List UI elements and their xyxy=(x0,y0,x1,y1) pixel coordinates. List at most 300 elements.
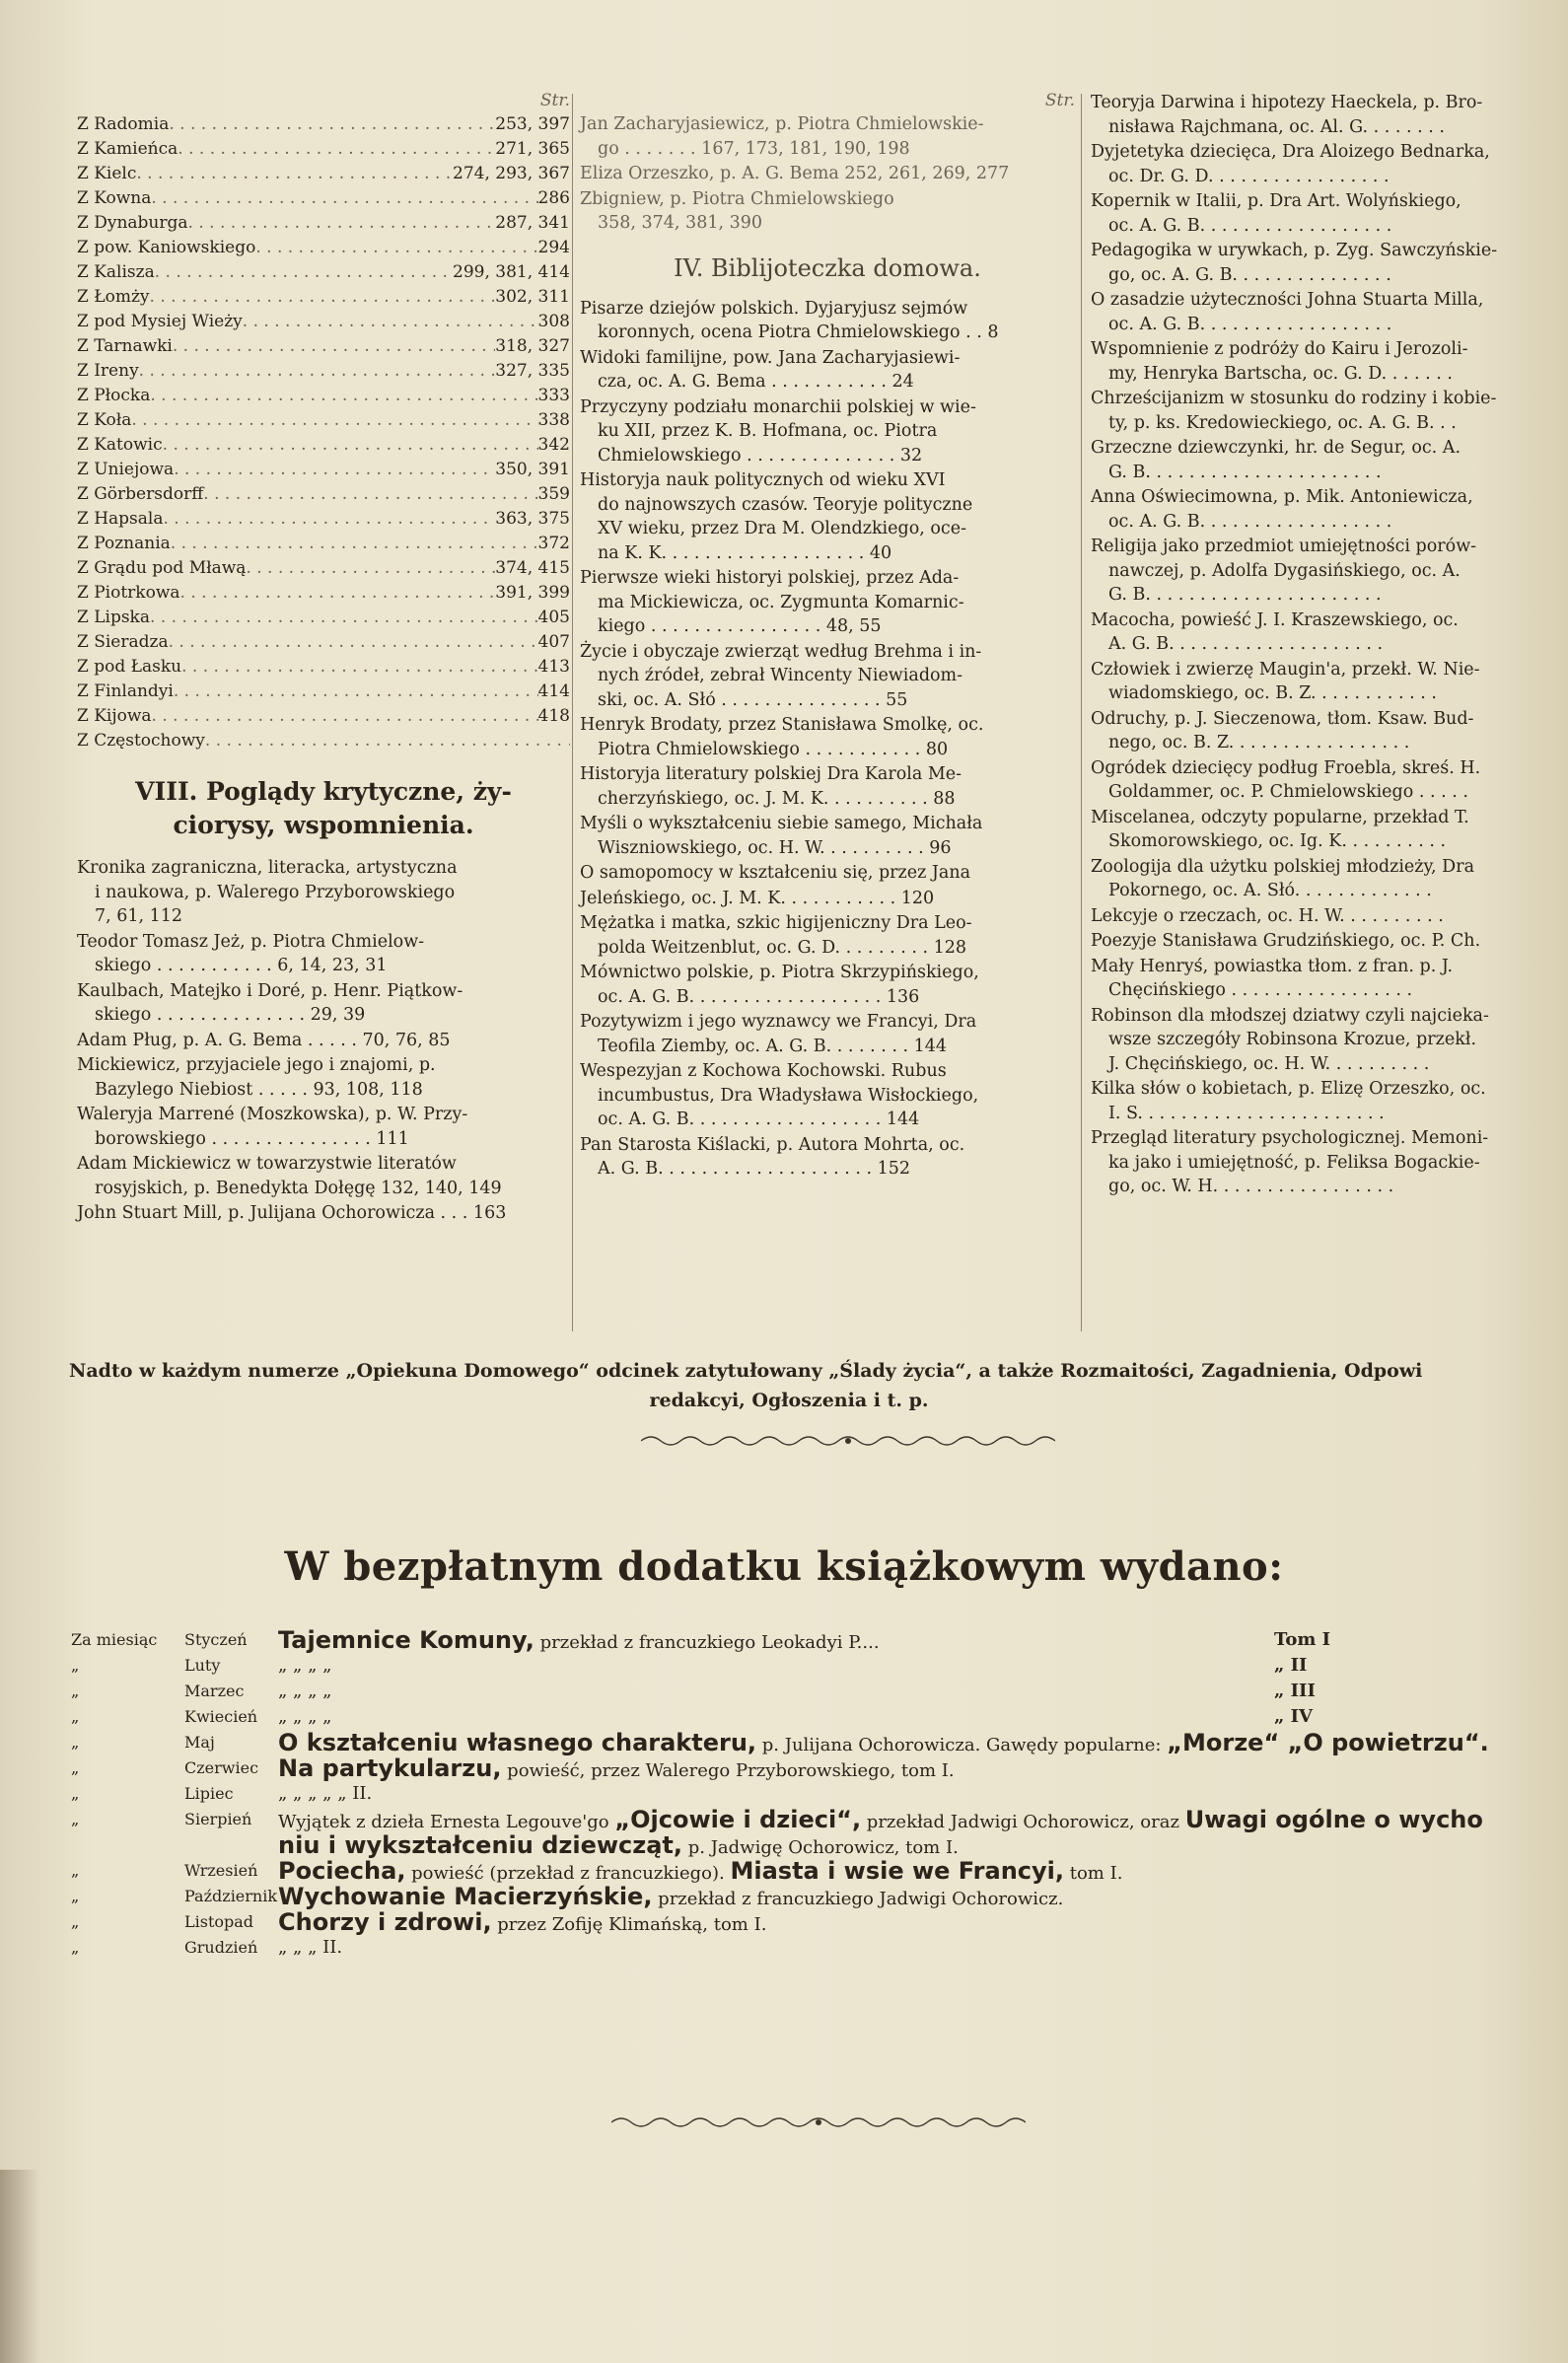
entry-line: Pan Starosta Kiślacki, p. Autora Mohrta, oc. xyxy=(580,1134,965,1155)
gift-month: Wrzesień xyxy=(184,1861,258,1880)
entry-line: Pedagogika w urywkach, p. Zyg. Sawczyńskie- xyxy=(1091,241,1498,260)
gift-title-part: przekład z francuzkiego Leokadyi P.... xyxy=(534,1632,880,1653)
entry-pages: 308 xyxy=(537,312,570,331)
toc-entry xyxy=(1091,855,1568,903)
toc-entry xyxy=(1091,91,1568,139)
gift-title-part: „ „ „ „ xyxy=(278,1655,332,1676)
entry-title: Z Poznania xyxy=(77,534,171,553)
entry-line: Wespezyjan z Kochowa Kochowski. Rubus xyxy=(580,1061,947,1081)
toc-entry xyxy=(1091,756,1568,805)
dot-leader xyxy=(139,359,496,384)
dot-leader xyxy=(243,310,538,334)
toc-entry xyxy=(77,1029,570,1053)
column-rule xyxy=(572,94,573,1331)
entry-line: A. G. B. . . . . . . . . . . . . . . . . . . . 152 xyxy=(598,1159,911,1179)
toc-entry xyxy=(1091,806,1568,854)
entry-pages: 413 xyxy=(537,657,570,677)
entry-line: G. B. . . . . . . . . . . . . . . . . . . . . . xyxy=(1108,585,1382,605)
footer-note: Nadto w każdym numerze „Opiekuna Domowego“ odcinek zatytułowany „Ślady życia“, a także Rozmaitości, Zagadnienia, Odpowi redakcyi, Ogłoszenia i t. p. xyxy=(69,1360,1423,1411)
entry-line: 7, 61, 112 xyxy=(95,906,183,926)
gift-row xyxy=(71,1884,1568,1909)
entry-line: wiadomskiego, oc. B. Z. . . . . . . . . . . . xyxy=(1108,683,1437,703)
entry-title: Z pod Mysiej Wieży xyxy=(77,312,243,331)
toc-entry xyxy=(580,187,1075,236)
entry-line: go . . . . . . . 167, 173, 181, 190, 198 xyxy=(598,138,910,159)
column-middle xyxy=(580,91,1075,1182)
toc-entry xyxy=(77,930,570,978)
gift-month-prefix: „ xyxy=(71,1656,80,1675)
entry-line: rosyjskich, p. Benedykta Dołęgę 132, 140, 149 xyxy=(95,1178,502,1198)
toc-entry xyxy=(77,408,570,433)
gift-month-prefix: „ xyxy=(71,1938,80,1957)
entry-line: Chęcińskiego . . . . . . . . . . . . . . . . . xyxy=(1108,980,1413,1000)
dot-leader xyxy=(150,384,537,408)
dot-leader xyxy=(169,630,538,655)
page-number-header: Str. xyxy=(1044,91,1075,110)
column-left xyxy=(77,91,570,1227)
toc-entry xyxy=(580,1133,1075,1182)
gift-title xyxy=(278,1755,955,1784)
entry-line: na K. K. . . . . . . . . . . . . . . . . . . 40 xyxy=(598,542,892,563)
gift-row xyxy=(71,1807,1568,1832)
toc-entry xyxy=(1091,1077,1568,1125)
page-number-header: Str. xyxy=(539,91,570,110)
entry-pages: 414 xyxy=(537,681,570,701)
gift-month: Czerwiec xyxy=(184,1758,259,1777)
entry-pages: 338 xyxy=(537,410,570,430)
entry-pages: 418 xyxy=(537,706,570,726)
gift-title-part: powieść (przekład z francuzkiego). xyxy=(405,1863,731,1884)
gift-month-prefix: „ xyxy=(71,1887,80,1905)
entry-line: Dyjetetyka dziecięca, Dra Aloizego Bednarka, xyxy=(1091,142,1490,162)
toc-entry xyxy=(580,112,1075,161)
gift-month: Maj xyxy=(184,1733,215,1752)
gift-title-part: Pociecha, xyxy=(278,1857,406,1885)
toc-entry xyxy=(580,861,1075,886)
entry-line: G. B. . . . . . . . . . . . . . . . . . . . . . xyxy=(1108,462,1382,482)
gift-title xyxy=(278,1935,342,1961)
toc-entry xyxy=(77,236,570,260)
entry-line: oc. A. G. B. . . . . . . . . . . . . . . . . . xyxy=(1108,314,1392,334)
gift-month-prefix: „ xyxy=(71,1861,80,1880)
gift-title-part: przekład Jadwigi Ochorowicz, oraz xyxy=(861,1812,1185,1832)
dot-leader xyxy=(136,162,453,186)
toc-entry xyxy=(1091,535,1568,608)
gift-row xyxy=(71,1627,1568,1653)
toc-entry xyxy=(77,433,570,458)
entry-pages: 253, 397 xyxy=(495,114,570,134)
entry-line: Pisarze dziejów polskich. Dyjaryjusz sejmów xyxy=(580,298,968,319)
toc-entry xyxy=(77,211,570,236)
dot-leader xyxy=(174,458,495,482)
entry-title: Z Görbersdorff xyxy=(77,484,204,504)
entry-line: koronnych, ocena Piotra Chmielowskiego . . 8 xyxy=(598,322,999,342)
entry-line: kiego . . . . . . . . . . . . . . . . 48, 55 xyxy=(598,616,882,636)
entry-line: ty, p. ks. Kredowieckiego, oc. A. G. B. . . xyxy=(1108,412,1457,433)
entry-line: Życie i obyczaje zwierząt według Brehma i in- xyxy=(580,641,982,662)
dot-leader xyxy=(255,236,537,260)
entry-line: my, Henryka Bartscha, oc. G. D. . . . . . . xyxy=(1108,363,1453,384)
continued-list xyxy=(580,112,1075,236)
toc-entry xyxy=(580,395,1075,468)
entry-title: Z Ireny xyxy=(77,361,139,381)
entry-title: Z Koła xyxy=(77,410,132,430)
gift-title-part: O kształceniu własnego charakteru, xyxy=(278,1729,757,1756)
entry-pages: 287, 341 xyxy=(495,213,570,233)
gift-month-prefix: „ xyxy=(71,1707,80,1726)
entry-line: Poezyje Stanisława Grudzińskiego, oc. P. Ch. xyxy=(1091,931,1481,951)
entry-line: Pozytywizm i jego wyznawcy we Francyi, Dra xyxy=(580,1012,977,1032)
entry-pages: 286 xyxy=(537,188,570,208)
toc-entry xyxy=(77,112,570,137)
entry-title: Z Lipska xyxy=(77,608,150,627)
entry-line: Macocha, powieść J. I. Kraszewskiego, oc. xyxy=(1091,609,1459,630)
page-edge-shadow xyxy=(0,2170,39,2363)
entry-title: Z Kielc xyxy=(77,164,137,183)
toc-entry xyxy=(580,468,1075,565)
entry-title: Z Kalisza xyxy=(77,262,155,282)
gift-month-prefix: Za miesiąc xyxy=(71,1630,158,1649)
entry-line: O zasadzie użyteczności Johna Stuarta Milla, xyxy=(1091,290,1484,310)
dot-leader xyxy=(188,211,496,236)
entry-line: Jan Zacharyjasiewicz, p. Piotra Chmielowskie- xyxy=(580,114,984,134)
gift-month: Luty xyxy=(184,1656,221,1675)
toc-entry xyxy=(77,334,570,359)
gift-title-part: „ „ „ „ „ II. xyxy=(278,1783,373,1804)
entry-title: Z Katowic xyxy=(77,435,163,455)
gift-title-part: p. Julijana Ochorowicza. Gawędy popularne: xyxy=(756,1735,1168,1755)
toc-entry xyxy=(77,482,570,507)
entry-title: Z Finlandyi xyxy=(77,681,174,701)
entry-line: XV wieku, przez Dra M. Olendzkiego, oce- xyxy=(598,519,966,538)
gift-row xyxy=(71,1935,1568,1961)
toc-entry xyxy=(77,532,570,556)
entry-pages: 342 xyxy=(537,435,570,455)
toc-entry xyxy=(77,655,570,680)
places-list xyxy=(77,112,570,753)
entry-line: Zoologija dla użytku polskiej młodzieży, Dra xyxy=(1091,856,1475,877)
entry-line: oc. A. G. B. . . . . . . . . . . . . . . . . . xyxy=(1108,511,1392,532)
gift-title-part: „ „ „ „ xyxy=(278,1681,332,1701)
gift-row xyxy=(71,1730,1568,1755)
gift-volume: Tom I xyxy=(1274,1629,1331,1650)
toc-entry xyxy=(77,162,570,186)
entry-title: Z Kowna xyxy=(77,188,152,208)
toc-entry xyxy=(77,680,570,704)
toc-entry xyxy=(580,346,1075,394)
ornament-divider xyxy=(611,2113,1026,2131)
section-title-iv: IV. Biblijoteczka domowa. xyxy=(674,253,981,282)
entry-title: Z Kijowa xyxy=(77,706,152,726)
entry-line: Waleryja Marrené (Moszkowska), p. W. Przy- xyxy=(77,1105,468,1124)
toc-entry xyxy=(77,310,570,334)
gift-month-prefix: „ xyxy=(71,1682,80,1700)
entry-line: Eliza Orzeszko, p. A. G. Bema 252, 261, 269, 277 xyxy=(580,164,1010,183)
entry-line: oc. Dr. G. D. . . . . . . . . . . . . . . . . xyxy=(1108,166,1390,186)
entry-line: polda Weitzenblut, oc. G. D. . . . . . . . . 128 xyxy=(598,937,967,958)
toc-entry xyxy=(77,260,570,285)
gift-month-prefix: „ xyxy=(71,1733,80,1752)
gift-title-part: „Morze“ „O powietrzu“. xyxy=(1167,1729,1489,1756)
gift-row xyxy=(71,1679,1568,1704)
entry-line: ku XII, przez K. B. Hofmana, oc. Piotra xyxy=(598,421,938,441)
toc-entry xyxy=(580,812,1075,860)
entry-line: Skomorowskiego, oc. Ig. K. . . . . . . . . . xyxy=(1108,831,1447,851)
gift-title-part: „ „ „ „ xyxy=(278,1706,332,1727)
entry-line: Pokornego, oc. A. Słó. . . . . . . . . . . . . xyxy=(1108,881,1432,900)
entry-line: wsze szczegóły Robinsona Krozue, przekł. xyxy=(1108,1030,1477,1049)
toc-entry xyxy=(77,458,570,482)
entry-line: Miscelanea, odczyty popularne, przekład T. xyxy=(1091,807,1469,827)
gift-month: Grudzień xyxy=(184,1938,258,1957)
toc-entry xyxy=(1091,707,1568,755)
entry-line: Ogródek dziecięcy podług Froebla, skreś. H. xyxy=(1091,757,1481,778)
gift-supplement-title: W bezpłatnym dodatku książkowym wydano: xyxy=(284,1543,1284,1590)
entry-line: I. S. . . . . . . . . . . . . . . . . . . . . . . xyxy=(1108,1103,1385,1123)
gift-month-prefix: „ xyxy=(71,1784,80,1803)
entry-line: Kronika zagraniczna, literacka, artystyczna xyxy=(77,858,458,878)
toc-entry xyxy=(580,566,1075,639)
entry-title: Z Uniejowa xyxy=(77,460,175,479)
toc-entry xyxy=(1091,955,1568,1003)
gift-title-part: Tajemnice Komuny, xyxy=(278,1626,535,1654)
entry-line: A. G. B. . . . . . . . . . . . . . . . . . . . xyxy=(1108,634,1384,654)
entry-line: ski, oc. A. Słó . . . . . . . . . . . . . . . 55 xyxy=(598,689,908,710)
gift-title xyxy=(278,1627,880,1656)
entry-line: Mównictwo polskie, p. Piotra Skrzypińskiego, xyxy=(580,963,979,982)
gift-title-part: Chorzy i zdrowi, xyxy=(278,1908,492,1936)
entry-title: Z Radomia xyxy=(77,114,170,134)
entry-pages: 407 xyxy=(537,632,570,652)
toc-entry xyxy=(77,581,570,606)
entry-pages: 271, 365 xyxy=(495,139,570,159)
toc-entry xyxy=(1091,904,1568,929)
entry-line: Przyczyny podziału monarchii polskiej w wie- xyxy=(580,396,976,417)
entry-pages: 391, 399 xyxy=(495,583,570,603)
toc-entry xyxy=(77,137,570,162)
entry-title: Z Sieradza xyxy=(77,632,169,652)
entry-pages: 299, 381, 414 xyxy=(453,262,570,282)
entry-line: oc. A. G. B. . . . . . . . . . . . . . . . . . xyxy=(1108,215,1392,236)
toc-entry xyxy=(580,297,1075,345)
toc-entry xyxy=(1091,658,1568,706)
dot-leader xyxy=(203,482,537,507)
dot-leader xyxy=(171,532,538,556)
toc-entry xyxy=(1091,436,1568,484)
toc-entry xyxy=(77,359,570,384)
toc-entry xyxy=(77,384,570,408)
entry-line: Myśli o wykształceniu siebie samego, Michała xyxy=(580,814,983,833)
entry-line: borowskiego . . . . . . . . . . . . . . . 111 xyxy=(95,1128,409,1149)
gift-title xyxy=(278,1679,331,1704)
entry-pages: 274, 293, 367 xyxy=(453,164,570,183)
toc-entry xyxy=(77,630,570,655)
entry-pages: 318, 327 xyxy=(495,336,570,356)
entry-line: i naukowa, p. Walerego Przyborowskiego xyxy=(95,882,456,902)
gift-row xyxy=(71,1755,1568,1781)
toc-entry xyxy=(77,507,570,532)
entry-line: nawczej, p. Adolfa Dygasińskiego, oc. A. xyxy=(1108,560,1461,581)
entry-pages: 363, 375 xyxy=(495,509,570,529)
entry-line: nego, oc. B. Z. . . . . . . . . . . . . . . . . xyxy=(1108,733,1410,752)
toc-entry xyxy=(580,1010,1075,1058)
entry-line: nisława Rajchmana, oc. Al. G. . . . . . . . xyxy=(1108,116,1445,137)
entry-line: skiego . . . . . . . . . . . 6, 14, 23, 31 xyxy=(95,956,388,975)
entry-line: Robinson dla młodszej dziatwy czyli najcieka- xyxy=(1091,1005,1489,1026)
toc-entry xyxy=(77,285,570,310)
dot-leader xyxy=(152,704,538,729)
entry-line: ma Mickiewicza, oc. Zygmunta Komarnic- xyxy=(598,592,964,612)
gift-title-part: niu i wykształceniu dziewcząt, xyxy=(278,1831,683,1859)
toc-entry xyxy=(1091,1126,1568,1199)
section-viii-list xyxy=(77,856,570,1226)
entry-line: O samopomocy w kształceniu się, przez Jana xyxy=(580,863,971,883)
entry-line: do najnowszych czasów. Teoryje polityczne xyxy=(598,494,973,515)
entry-line: Grzeczne dziewczynki, hr. de Segur, oc. A. xyxy=(1091,438,1461,458)
entry-line: Teoryja Darwina i hipotezy Haeckela, p. Bro- xyxy=(1091,93,1483,112)
entry-line: Lekcyje o rzeczach, oc. H. W. . . . . . . . . . xyxy=(1091,905,1444,926)
gift-title xyxy=(278,1781,372,1807)
gift-title-part: tom I. xyxy=(1064,1863,1123,1884)
entry-line: J. Chęcińskiego, oc. H. W. . . . . . . . . . xyxy=(1108,1053,1430,1074)
gift-title-part: p. Jadwigę Ochorowicz, tom I. xyxy=(682,1837,959,1858)
toc-entry xyxy=(77,1053,570,1102)
dot-leader xyxy=(163,433,538,458)
gift-month: Październik xyxy=(184,1887,278,1905)
entry-line: Anna Oświecimowna, p. Mik. Antoniewicza, xyxy=(1091,487,1473,507)
entry-line: Bazylego Niebiost . . . . . 93, 108, 118 xyxy=(95,1079,423,1100)
toc-entry xyxy=(1091,929,1568,954)
entry-line: Widoki familijne, pow. Jana Zacharyjasiewi- xyxy=(580,347,961,368)
gift-title xyxy=(278,1909,766,1938)
entry-line: go, oc. W. H. . . . . . . . . . . . . . . . . xyxy=(1108,1177,1394,1196)
toc-entry xyxy=(580,713,1075,761)
column-right xyxy=(1091,91,1568,1200)
entry-line: Wspomnienie z podróży do Kairu i Jerozoli- xyxy=(1091,339,1468,359)
entry-line: Odruchy, p. J. Sieczenowa, tłom. Ksaw. Bud- xyxy=(1091,708,1474,729)
entry-line: Kaulbach, Matejko i Doré, p. Henr. Piątkow- xyxy=(77,980,463,1001)
gift-title-part: Miasta i wsie we Francyi, xyxy=(730,1857,1064,1885)
entry-line: Adam Mickiewicz w towarzystwie literatów xyxy=(77,1154,457,1174)
entry-line: John Stuart Mill, p. Julijana Ochorowicza . . . 163 xyxy=(77,1203,507,1223)
entry-line: Goldammer, oc. P. Chmielowskiego . . . . . xyxy=(1108,782,1468,802)
dot-leader xyxy=(131,408,537,433)
entry-line: Religija jako przedmiot umiejętności porów- xyxy=(1091,537,1477,556)
toc-entry xyxy=(580,887,1075,911)
entry-line: Kilka słów o kobietach, p. Elizę Orzeszko, oc. xyxy=(1091,1079,1486,1099)
gift-volume: „ IV xyxy=(1274,1706,1314,1727)
gift-row xyxy=(71,1781,1568,1807)
entry-pages: 372 xyxy=(537,534,570,553)
section-iv-list xyxy=(580,297,1075,1182)
ornament-divider xyxy=(641,1432,1055,1450)
entry-line: Piotra Chmielowskiego . . . . . . . . . . . 80 xyxy=(598,739,949,759)
entry-title: Z Dynaburga xyxy=(77,213,188,233)
entry-line: Chrześcijanizm w stosunku do rodziny i kobie- xyxy=(1091,389,1497,408)
dot-leader xyxy=(150,606,538,630)
entry-pages: 294 xyxy=(537,238,570,257)
toc-entry xyxy=(77,856,570,929)
entry-line: Chmielowskiego . . . . . . . . . . . . . . 32 xyxy=(598,445,923,465)
gift-title-part: Uwagi ogólne o wycho xyxy=(1184,1806,1483,1833)
toc-entry xyxy=(1091,387,1568,435)
entry-line: Przegląd literatury psychologicznej. Memoni- xyxy=(1091,1128,1489,1148)
entry-pages: 374, 415 xyxy=(495,558,570,578)
dot-leader xyxy=(164,507,496,532)
gift-month-prefix: „ xyxy=(71,1912,80,1931)
entry-line: oc. A. G. B. . . . . . . . . . . . . . . . . . 144 xyxy=(598,1110,920,1129)
dot-leader xyxy=(205,729,570,753)
entry-line: oc. A. G. B. . . . . . . . . . . . . . . . . . 136 xyxy=(598,986,920,1007)
entry-title: Z pod Łasku xyxy=(77,657,182,677)
gift-title-part: „Ojcowie i dzieci“, xyxy=(614,1806,862,1833)
gift-row xyxy=(71,1858,1568,1884)
toc-entry xyxy=(77,606,570,630)
dot-leader xyxy=(180,581,496,606)
entry-line: Mały Henryś, powiastka tłom. z fran. p. J. xyxy=(1091,956,1454,976)
gift-month-prefix: „ xyxy=(71,1810,80,1828)
toc-entry xyxy=(1091,1004,1568,1077)
entry-title: Z Kamieńca xyxy=(77,139,178,159)
entry-line: incumbustus, Dra Władysława Wisłockiego, xyxy=(598,1085,979,1106)
toc-entry xyxy=(1091,239,1568,287)
entry-line: skiego . . . . . . . . . . . . . . 29, 39 xyxy=(95,1005,366,1025)
column-rule xyxy=(1081,94,1082,1331)
dot-leader xyxy=(181,655,537,680)
dot-leader xyxy=(174,680,538,704)
gift-month: Sierpień xyxy=(184,1810,252,1828)
gift-month-prefix: „ xyxy=(71,1758,80,1777)
gift-title-part: przekład z francuzkiego Jadwigi Ochorowicz. xyxy=(652,1889,1064,1909)
entry-line: Mickiewicz, przyjaciele jego i znajomi, p. xyxy=(77,1055,436,1075)
entry-title: Z Płocka xyxy=(77,386,151,405)
toc-entry xyxy=(77,1201,570,1226)
entry-title: Z Tarnawki xyxy=(77,336,173,356)
gift-title-part: Wyjątek z dzieła Ernesta Legouve'go xyxy=(278,1812,615,1832)
gift-month: Lipiec xyxy=(184,1784,234,1803)
toc-entry xyxy=(77,1152,570,1200)
gift-title-part: Wychowanie Macierzyńskie, xyxy=(278,1883,653,1910)
entry-line: Teodor Tomasz Jeż, p. Piotra Chmielow- xyxy=(77,931,425,952)
gift-month: Marzec xyxy=(184,1682,245,1700)
gift-volume: „ III xyxy=(1274,1681,1316,1701)
toc-entry xyxy=(77,729,570,753)
entry-line: Henryk Brodaty, przez Stanisława Smolkę, oc. xyxy=(580,715,984,735)
entry-pages: 350, 391 xyxy=(495,460,570,479)
toc-entry xyxy=(580,1059,1075,1132)
gift-title-part: Na partykularzu, xyxy=(278,1754,502,1782)
entry-line: cherzyńskiego, oc. J. M. K. . . . . . . . . . 88 xyxy=(598,788,956,809)
dot-leader xyxy=(155,260,453,285)
dot-leader xyxy=(246,556,495,581)
gift-title-part: przez Zofiję Klimańską, tom I. xyxy=(491,1914,767,1935)
entry-title: Z Hapsala xyxy=(77,509,164,529)
toc-entry xyxy=(1091,140,1568,188)
gift-title-part: powieść, przez Walerego Przyborowskiego, tom I. xyxy=(501,1760,955,1781)
entry-line: Historyja nauk politycznych od wieku XVI xyxy=(580,470,946,490)
entry-title: Z pow. Kaniowskiego xyxy=(77,238,256,257)
gift-title-part: „ „ „ II. xyxy=(278,1937,343,1958)
toc-entry xyxy=(77,704,570,729)
entry-pages: 359 xyxy=(537,484,570,504)
entry-line: Człowiek i zwierzę Maugin'a, przekł. W. Nie- xyxy=(1091,659,1480,680)
toc-entry xyxy=(1091,609,1568,657)
continued-list xyxy=(1091,91,1568,1199)
gift-row xyxy=(71,1704,1568,1730)
entry-pages: 333 xyxy=(537,386,570,405)
entry-line: Zbigniew, p. Piotra Chmielowskiego xyxy=(580,188,894,209)
entry-pages: 405 xyxy=(537,608,570,627)
